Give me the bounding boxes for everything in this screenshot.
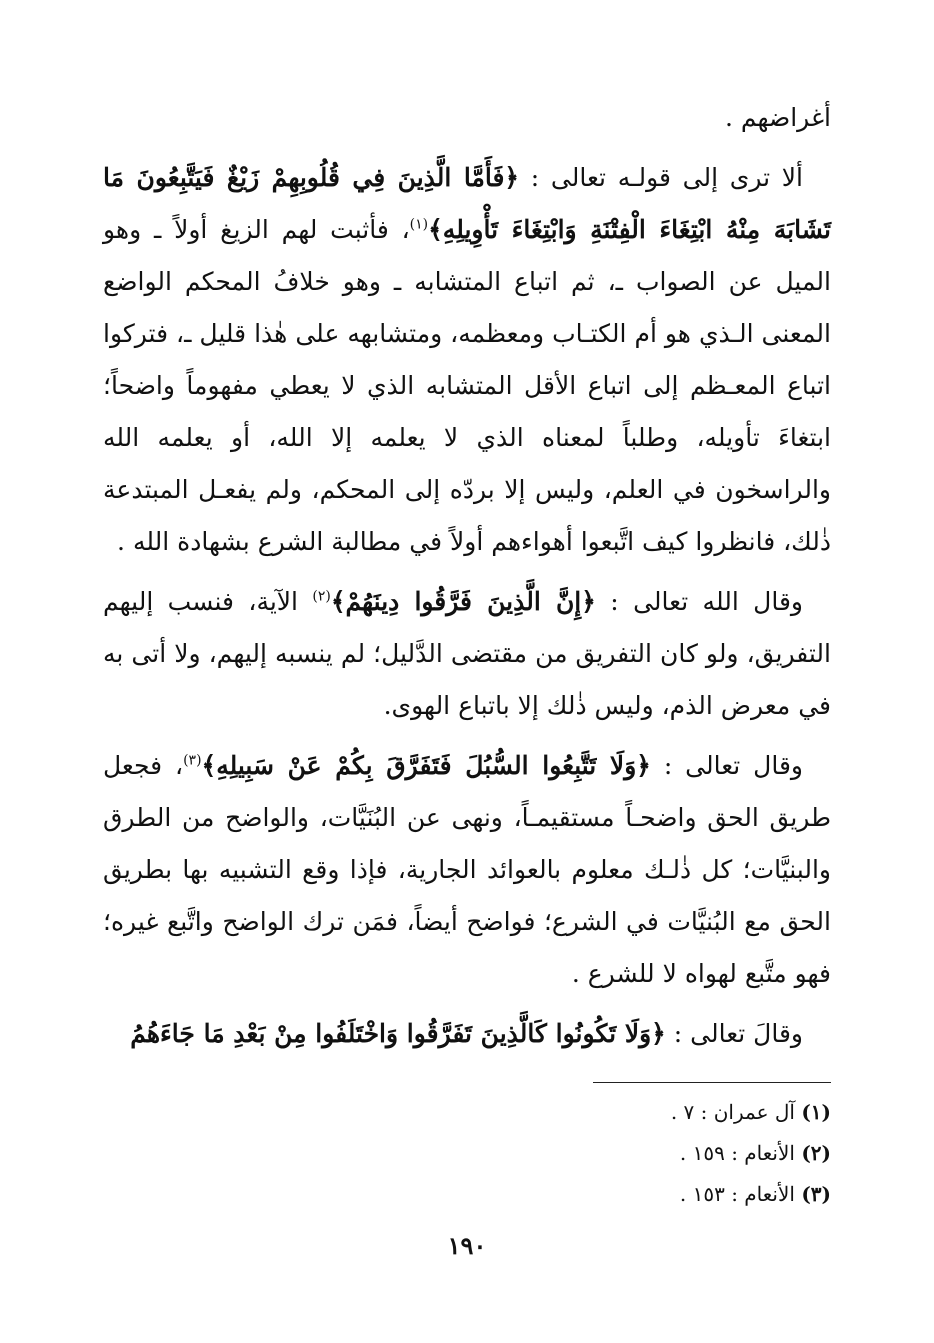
paragraph-body: الآية، فنسب إليهم التفريق، ولو كان التفريق من مقتضى الدَّليل؛ لم ينسبه إليهم، ولا أتى به في معرض الذم، وليس ذٰلك إلا باتباع الهوى. [103,587,831,720]
paragraph-lead: وقال الله تعالى : [595,587,803,616]
quran-quote: ﴿وَلَا تَتَّبِعُوا السُّبُلَ فَتَفَرَّقَ بِكُمْ عَنْ سَبِيلِهِ﴾ [201,751,651,780]
paragraph-lead: وقالَ تعالى : [665,1019,803,1048]
footnote-reference: (٣) [183,752,202,769]
page-number: ١٩٠ [447,1231,487,1260]
footnote-item [431,1174,831,1215]
paragraph-lead: وقال تعالى : [650,751,803,780]
paragraph-anam-159 [103,576,831,732]
footnote-item [431,1092,831,1133]
paragraph-body: ، فأثبت لهم الزيغ أولاً ـ وهو الميل عن الصواب ـ، ثم اتباع المتشابه ـ وهو خلافُ المحكم الواضع المعنى الـذي هو أم الكتـاب ومعظمه، ومتشابهه على هٰذا قليل ـ، فتركوا اتباع المعـظم إلى اتباع الأقل المتشابه الذي لا يعطي مفهوماً واضحاً؛ ابتغاءَ تأويله، وطلباً لمعناه الذي لا يعلمه إلا الله، أو يعلمه الله والراسخون في العلم، وليس إلا بردّه إلى المحكم، ولم يفعـل المبتدعة ذٰلك، فانظروا كيف اتَّبعوا أهواءهم أولاً في مطالبة الشرع بشهادة الله . [103,215,831,556]
footnotes [431,1092,831,1215]
footnote-number: (١) [801,1100,831,1124]
paragraph-lead: ألا ترى إلى قولـه تعالى : [519,163,804,192]
paragraph-continuation [103,92,831,144]
main-text [103,92,831,1060]
paragraph-anam-153 [103,740,831,1000]
footnote-reference: (٢) [312,588,331,605]
footnote-item [431,1133,831,1174]
footnote-number: (٣) [801,1182,831,1206]
footnote-text: الأنعام : ١٥٩ . [679,1141,802,1165]
quran-quote: ﴿إِنَّ الَّذِينَ فَرَّقُوا دِينَهُمْ﴾ [330,587,596,616]
quran-quote: ﴿فَأَمَّا الَّذِينَ فِي قُلُوبِهِمْ زَيْغٌ فَيَتَّبِعُونَ مَا تَشَابَهَ مِنْهُ ابْتِغَاءَ الْفِتْنَةِ وَابْتِغَاءَ تَأْوِيلِهِ﴾ [103,163,831,244]
quran-quote: ﴿وَلَا تَكُونُوا كَالَّذِينَ تَفَرَّقُوا وَاخْتَلَفُوا مِنْ بَعْدِ مَا جَاءَهُمُ [130,1019,666,1048]
paragraph-ali-imran [103,152,831,568]
footnote-number: (٢) [801,1141,831,1165]
footnote-reference: (١) [409,216,429,233]
footnote-text: آل عمران : ٧ . [670,1100,802,1124]
footnote-text: الأنعام : ١٥٣ . [679,1182,802,1206]
paragraph-body: ، فجعل طريق الحق واضحـاً مستقيمـاً، ونهى عن البُنَيَّات، والواضح من الطرق والبنيَّات؛ كل ذٰلـك معلوم بالعوائد الجارية، فإذا وقع التشبيه بها بطريق الحق مع البُنيَّات في الشرع؛ فواضح أيضاً، فمَن ترك الواضح واتَّبع غيره؛ فهو متَّبع لهواه لا للشرع . [103,751,831,988]
footnote-divider [593,1082,831,1083]
paragraph-text: أغراضهم . [724,103,831,132]
paragraph-ali-imran-105 [103,1008,831,1060]
